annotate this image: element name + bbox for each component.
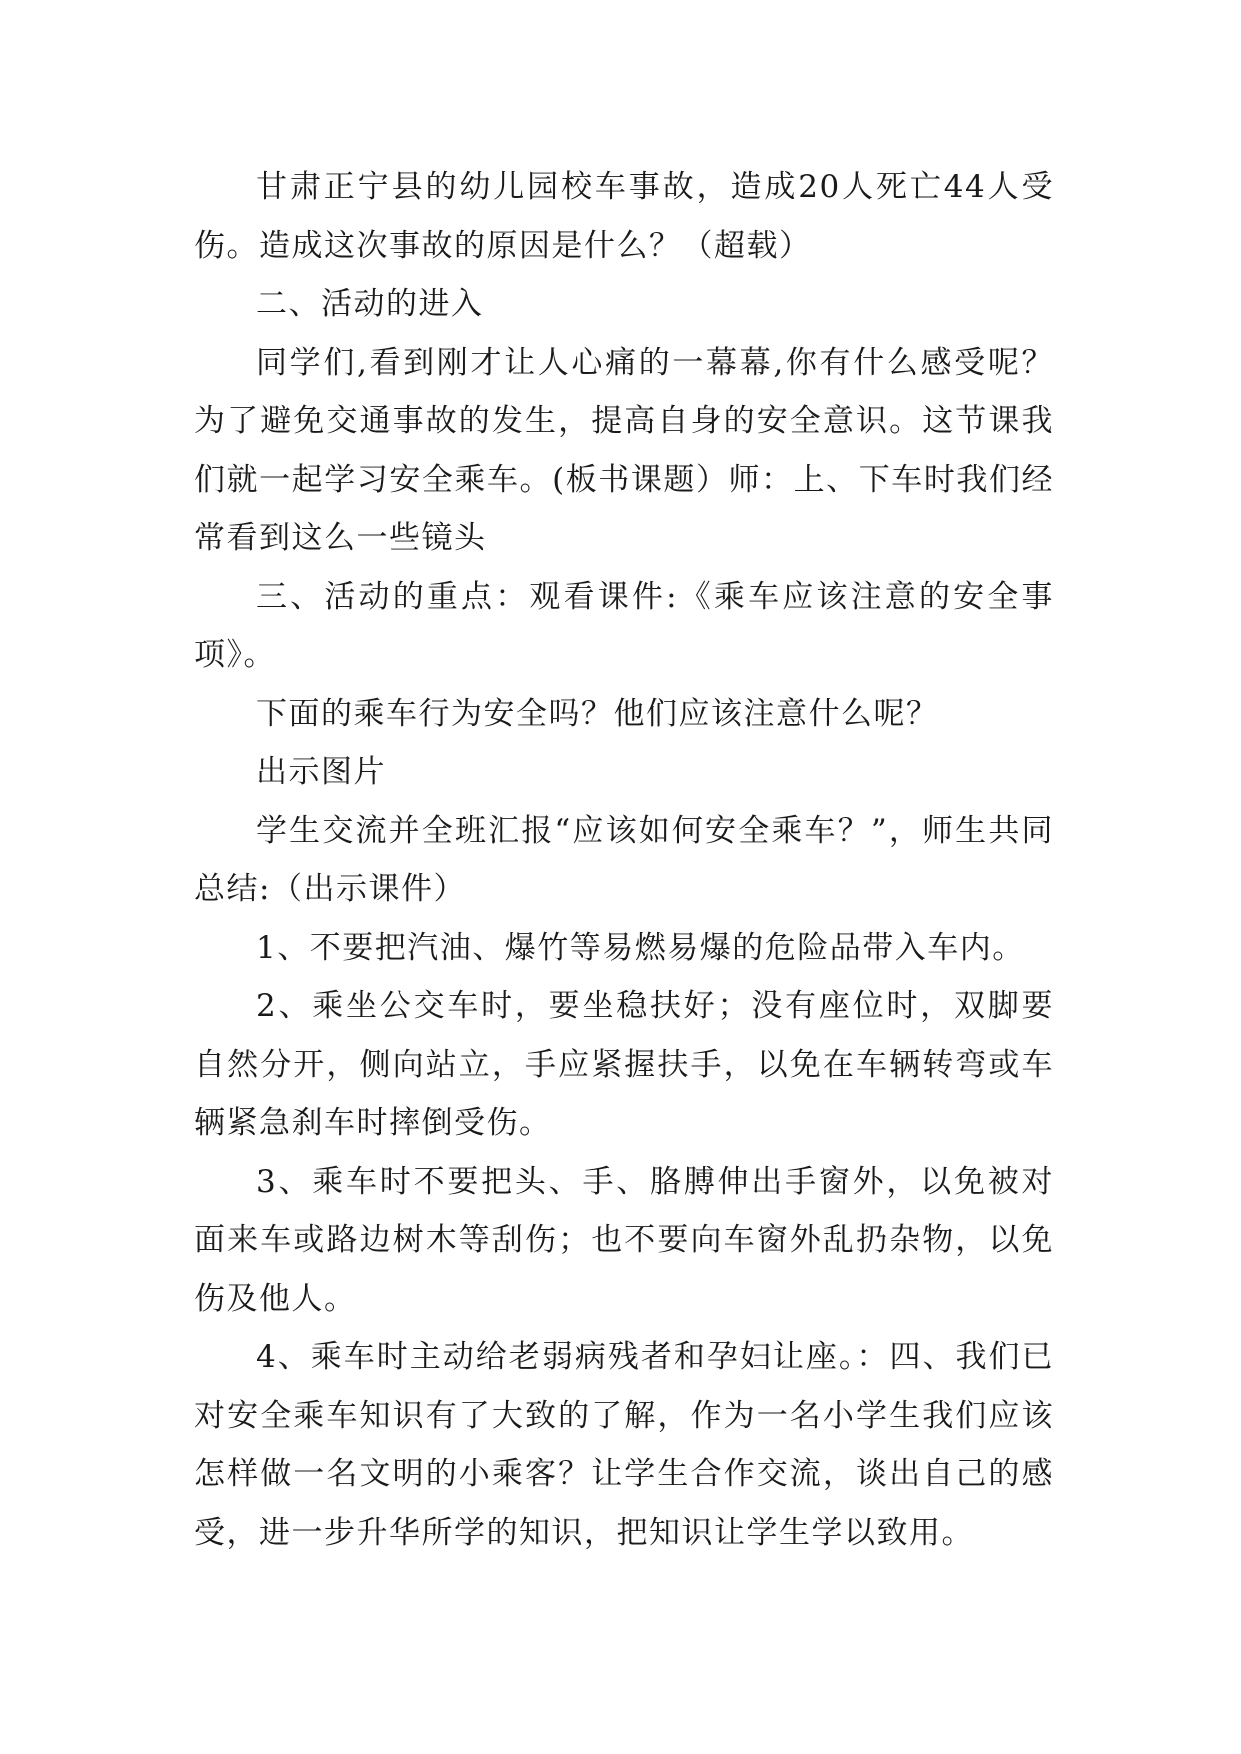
heading-activity-focus: 三、活动的重点：观看课件:《乘车应该注意的安全事项》。	[194, 578, 1054, 673]
list-item-1: 1、不要把汽油、爆竹等易燃易爆的危险品带入车内。	[256, 929, 1025, 966]
heading-activity-entry: 二、活动的进入	[256, 286, 484, 322]
list-item-2: 2、乘坐公交车时，要坐稳扶好；没有座位时，双脚要自然分开，侧向站立，手应紧握扶手，以免在车辆转弯或车辆紧急刹车时摔倒受伤。	[194, 988, 1054, 1141]
paragraph-discussion: 学生交流并全班汇报“应该如何安全乘车？”，师生共同总结:（出示课件）	[194, 812, 1054, 907]
paragraph-introduction: 同学们,看到刚才让人心痛的一幕幕,你有什么感受呢？为了避免交通事故的发生，提高自身的安全意识。这节课我们就一起学习安全乘车。(板书课题）师：上、下车时我们经常看到这么一些镜头	[194, 344, 1054, 556]
paragraph-show-pictures: 出示图片	[256, 754, 386, 790]
list-item-4: 4、乘车时主动给老弱病残者和孕妇让座。：四、我们已对安全乘车知识有了大致的了解，作为一名小学生我们应该怎样做一名文明的小乘客？让学生合作交流，谈出自己的感受，进一步升华所学的知识，把知识让学生学以致用。	[194, 1339, 1054, 1551]
paragraph-accident: 甘肃正宁县的幼儿园校车事故，造成20人死亡44人受伤。造成这次事故的原因是什么？（超载）	[194, 169, 1054, 264]
list-item-3: 3、乘车时不要把头、手、胳膊伸出手窗外，以免被对面来车或路边树木等刮伤；也不要向车窗外乱扔杂物，以免伤及他人。	[194, 1163, 1054, 1317]
document-body	[194, 158, 1054, 1562]
paragraph-question: 下面的乘车行为安全吗？他们应该注意什么呢？	[256, 695, 939, 732]
